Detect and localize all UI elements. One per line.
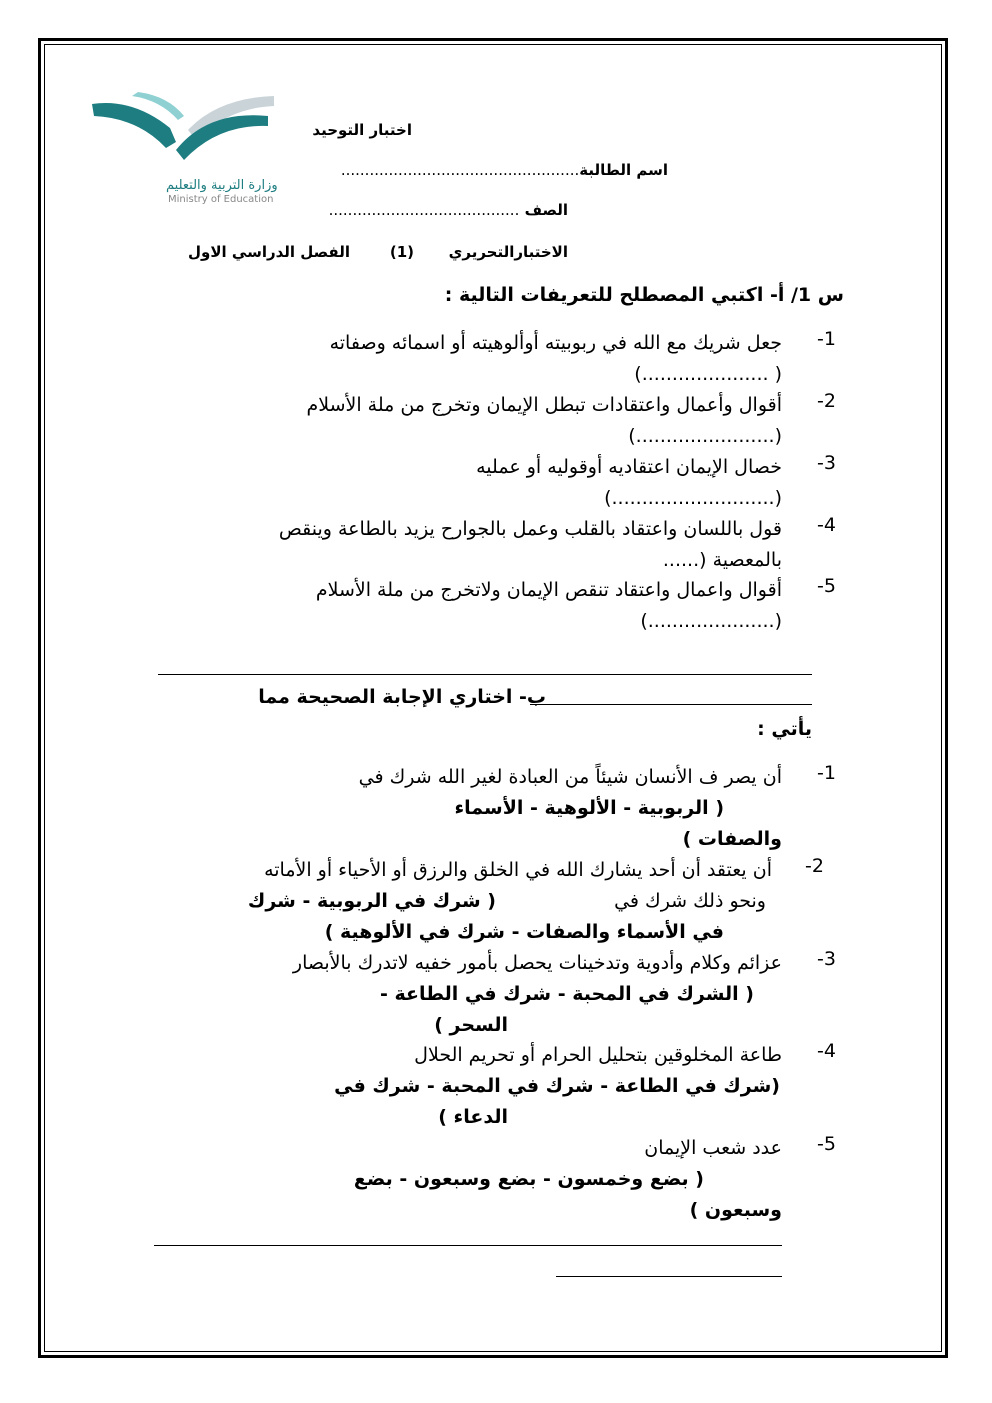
q1a-item-blank: (.....................) <box>640 610 782 632</box>
q1b-item-options: ( شرك في الربوبية - شرك <box>247 890 496 912</box>
bottom-divider-line <box>154 1245 782 1246</box>
q1a-item-blank: (...........................) <box>604 487 782 509</box>
q1b-item-options-cont: وسبعون ) <box>689 1199 782 1221</box>
q1a-title: س 1/ أ- اكتبي المصطلح للتعريفات التالية : <box>444 284 844 306</box>
q1b-item-options: (شرك في الطاعة - شرك في المحبة - شرك في <box>334 1075 780 1097</box>
q1a-item-text: قول باللسان واعتقاد بالقلب وعمل بالجوارح يزيد بالطاعة وينقص <box>278 518 782 540</box>
bottom-short-line <box>556 1276 782 1277</box>
q1a-item-number: -3 <box>817 452 836 474</box>
q1b-item-stem: عزائم وكلام وأدوية وتدخينات يحصل بأمور خفيه لاتدرك بالأبصار <box>292 952 782 974</box>
ministry-logo <box>88 90 280 208</box>
q1b-item-number: -4 <box>817 1040 836 1062</box>
q1b-item-options-cont: في الأسماء والصفات - شرك في الألوهية ) <box>324 921 724 943</box>
q1b-item-number: -3 <box>817 948 836 970</box>
q1a-item-text: أقوال وأعمال واعتقادات تبطل الإيمان وتخرج من ملة الأسلام <box>306 394 782 416</box>
section-b-underline <box>530 704 812 705</box>
q1b-item-number: -5 <box>817 1133 836 1155</box>
q1a-item-number: -1 <box>817 328 836 350</box>
q1a-item-text: خصال الإيمان اعتقاديه أوقوليه أو عمليه <box>476 456 782 478</box>
exam-type: الاختبارالتحريري <box>448 243 568 261</box>
class-dots: ........................................ <box>328 201 520 219</box>
q1b-item-options: ( الشرك في المحبة - شرك في الطاعة - <box>380 983 754 1005</box>
q1b-title: ب- اختاري الإجابة الصحيحة مما <box>258 686 546 708</box>
q1b-item-number: -1 <box>817 762 836 784</box>
divider-line <box>158 674 812 675</box>
ministry-name-en: Ministry of Education <box>168 194 274 205</box>
q1a-item-number: -4 <box>817 514 836 536</box>
q1a-item-text: جعل شريك مع الله في ربوبيته أوألوهيته أو اسمائه وصفاته <box>329 332 782 354</box>
class-label: الصف <box>524 201 568 219</box>
exam-number: (1) <box>389 243 414 261</box>
q1b-item-options: ( بضع وخمسون - بضع وسبعون - بضع <box>353 1168 704 1190</box>
q1a-item-blank: ( .....................) <box>634 363 782 385</box>
q1a-item-text: أقوال واعمال واعتقاد تنقص الإيمان ولاتخرج من ملة الأسلام <box>315 579 782 601</box>
q1a-item-number: -5 <box>817 575 836 597</box>
q1a-item-blank: بالمعصية (...... <box>662 549 782 571</box>
student-name-dots: .................................................. <box>340 161 580 179</box>
exam-title: اختبار التوحيد <box>312 121 412 139</box>
q1b-item-options-cont: الدعاء ) <box>438 1106 508 1128</box>
q1b-item-options: ( الربوبية - الألوهية - الأسماء <box>454 797 724 819</box>
q1b-item-stem: طاعة المخلوقين بتحليل الحرام أو تحريم الحلال <box>414 1044 782 1066</box>
student-name-line <box>341 161 668 179</box>
q1b-item-stem-cont: ونحو ذلك شرك في <box>614 890 766 912</box>
q1b-item-options-cont: السحر ) <box>434 1014 508 1036</box>
student-name-label: اسم الطالبة <box>579 161 668 179</box>
class-line <box>329 201 568 219</box>
q1a-item-number: -2 <box>817 390 836 412</box>
q1b-item-stem: أن يعتقد أن أحد يشارك الله في الخلق والرزق أو الأحياء أو الأماته <box>264 859 772 881</box>
q1b-item-number: -2 <box>805 855 824 877</box>
q1b-title-continuation: يأتي : <box>757 718 812 740</box>
semester: الفصل الدراسي الاول <box>188 243 350 261</box>
q1a-item-blank: (.......................) <box>628 425 782 447</box>
ministry-name-ar: وزارة التربية والتعليم <box>166 178 278 193</box>
q1b-item-stem: عدد شعب الإيمان <box>644 1137 782 1159</box>
q1b-item-stem: أن يصر ف الأنسان شيئاً من العبادة لغير الله شرك في <box>358 766 782 788</box>
ministry-logo-icon <box>88 90 280 180</box>
q1b-item-options-cont: والصفات ) <box>682 828 782 850</box>
